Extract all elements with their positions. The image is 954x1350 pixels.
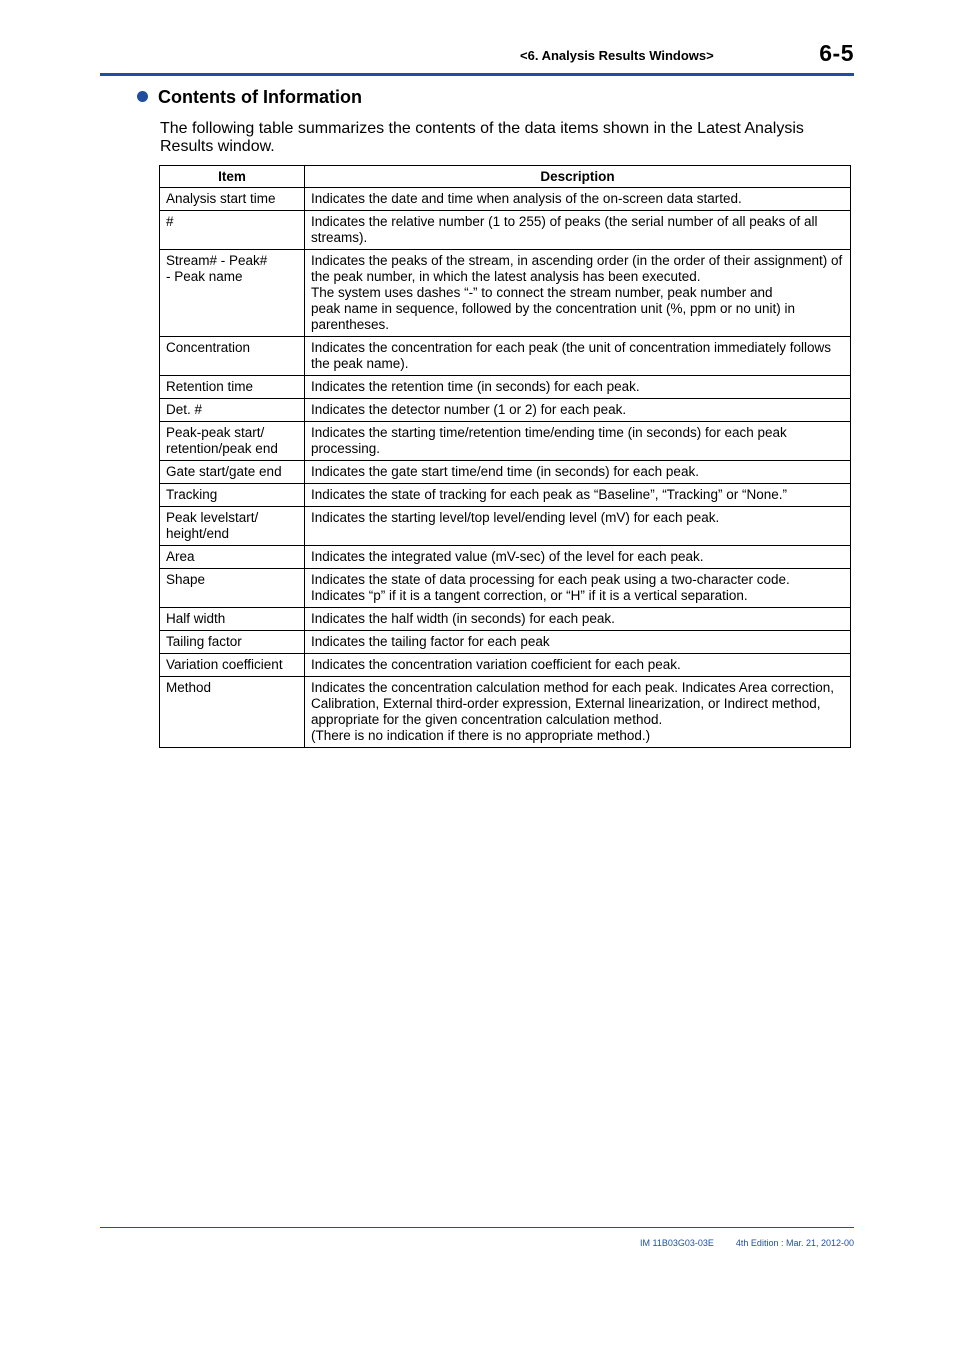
description-cell: Indicates the starting time/retention time/ending time (in seconds) for each peak processing. (305, 422, 851, 461)
table-row (160, 376, 851, 399)
description-cell: Indicates the half width (in seconds) for each peak. (305, 608, 851, 631)
description-cell: Indicates the concentration variation coefficient for each peak. (305, 654, 851, 677)
table-row (160, 546, 851, 569)
description-cell: Indicates the gate start time/end time (in seconds) for each peak. (305, 461, 851, 484)
table-row (160, 399, 851, 422)
item-cell: Tracking (160, 484, 305, 507)
item-cell: Stream# - Peak# - Peak name (160, 250, 305, 337)
description-cell: Indicates the concentration calculation method for each peak. Indicates Area correction, Calibration, External third-order expression, External linearization, or Indirect method, appropriate for the given concentration calculation method. (There is no indication if there is no appropriate method.) (305, 677, 851, 748)
table-row (160, 211, 851, 250)
bullet-icon (137, 91, 148, 102)
item-cell: Tailing factor (160, 631, 305, 654)
edition-info: 4th Edition : Mar. 21, 2012-00 (735, 1238, 854, 1248)
description-cell: Indicates the concentration for each peak (the unit of concentration immediately follows the peak name). (305, 337, 851, 376)
description-cell: Indicates the relative number (1 to 255) of peaks (the serial number of all peaks of all streams). (305, 211, 851, 250)
description-cell: Indicates the state of tracking for each peak as “Baseline”, “Tracking” or “None.” (305, 484, 851, 507)
item-cell: Shape (160, 569, 305, 608)
item-cell: Analysis start time (160, 188, 305, 211)
item-cell: Method (160, 677, 305, 748)
table-row (160, 569, 851, 608)
table-row (160, 250, 851, 337)
table-row (160, 461, 851, 484)
running-header: <6. Analysis Results Windows> (520, 48, 714, 63)
item-cell: Concentration (160, 337, 305, 376)
table-row (160, 677, 851, 748)
document-number: IM 11B03G03-03E (640, 1238, 714, 1248)
description-cell: Indicates the state of data processing for each peak using a two-character code. Indicates “p” if it is a tangent correction, or “H” if it is a vertical separation. (305, 569, 851, 608)
description-cell: Indicates the retention time (in seconds) for each peak. (305, 376, 851, 399)
description-cell: Indicates the integrated value (mV-sec) of the level for each peak. (305, 546, 851, 569)
column-header-description: Description (305, 166, 851, 188)
table-row (160, 422, 851, 461)
section-title: Contents of Information (158, 87, 362, 107)
footer-divider (100, 1227, 854, 1228)
description-cell: Indicates the date and time when analysis of the on-screen data started. (305, 188, 851, 211)
table-row (160, 608, 851, 631)
item-cell: Peak levelstart/ height/end (160, 507, 305, 546)
table-row (160, 631, 851, 654)
item-cell: Area (160, 546, 305, 569)
item-cell: Det. # (160, 399, 305, 422)
header-divider (100, 73, 854, 76)
description-cell: Indicates the tailing factor for each peak (305, 631, 851, 654)
item-cell: Variation coefficient (160, 654, 305, 677)
item-cell: # (160, 211, 305, 250)
table-row (160, 188, 851, 211)
item-cell: Gate start/gate end (160, 461, 305, 484)
table-body (160, 188, 851, 748)
table-row (160, 654, 851, 677)
description-cell: Indicates the detector number (1 or 2) for each peak. (305, 399, 851, 422)
page-number: 6-5 (819, 40, 854, 66)
description-cell: Indicates the peaks of the stream, in ascending order (in the order of their assignment) of the peak number, in which the latest analysis has been executed. The system uses dashes “-” to connect the stream number, peak number and peak name in sequence, followed by the concentration unit (%, ppm or no unit) in parentheses. (305, 250, 851, 337)
contents-table (159, 165, 851, 748)
item-cell: Peak-peak start/ retention/peak end (160, 422, 305, 461)
section-heading (137, 87, 362, 108)
item-cell: Retention time (160, 376, 305, 399)
intro-paragraph: The following table summarizes the contents of the data items shown in the Latest Analysis Results window. (160, 120, 804, 155)
description-cell: Indicates the starting level/top level/ending level (mV) for each peak. (305, 507, 851, 546)
column-header-item: Item (160, 166, 305, 188)
item-cell: Half width (160, 608, 305, 631)
table-header-row (160, 166, 851, 188)
table-row (160, 484, 851, 507)
table-row (160, 507, 851, 546)
table-row (160, 337, 851, 376)
